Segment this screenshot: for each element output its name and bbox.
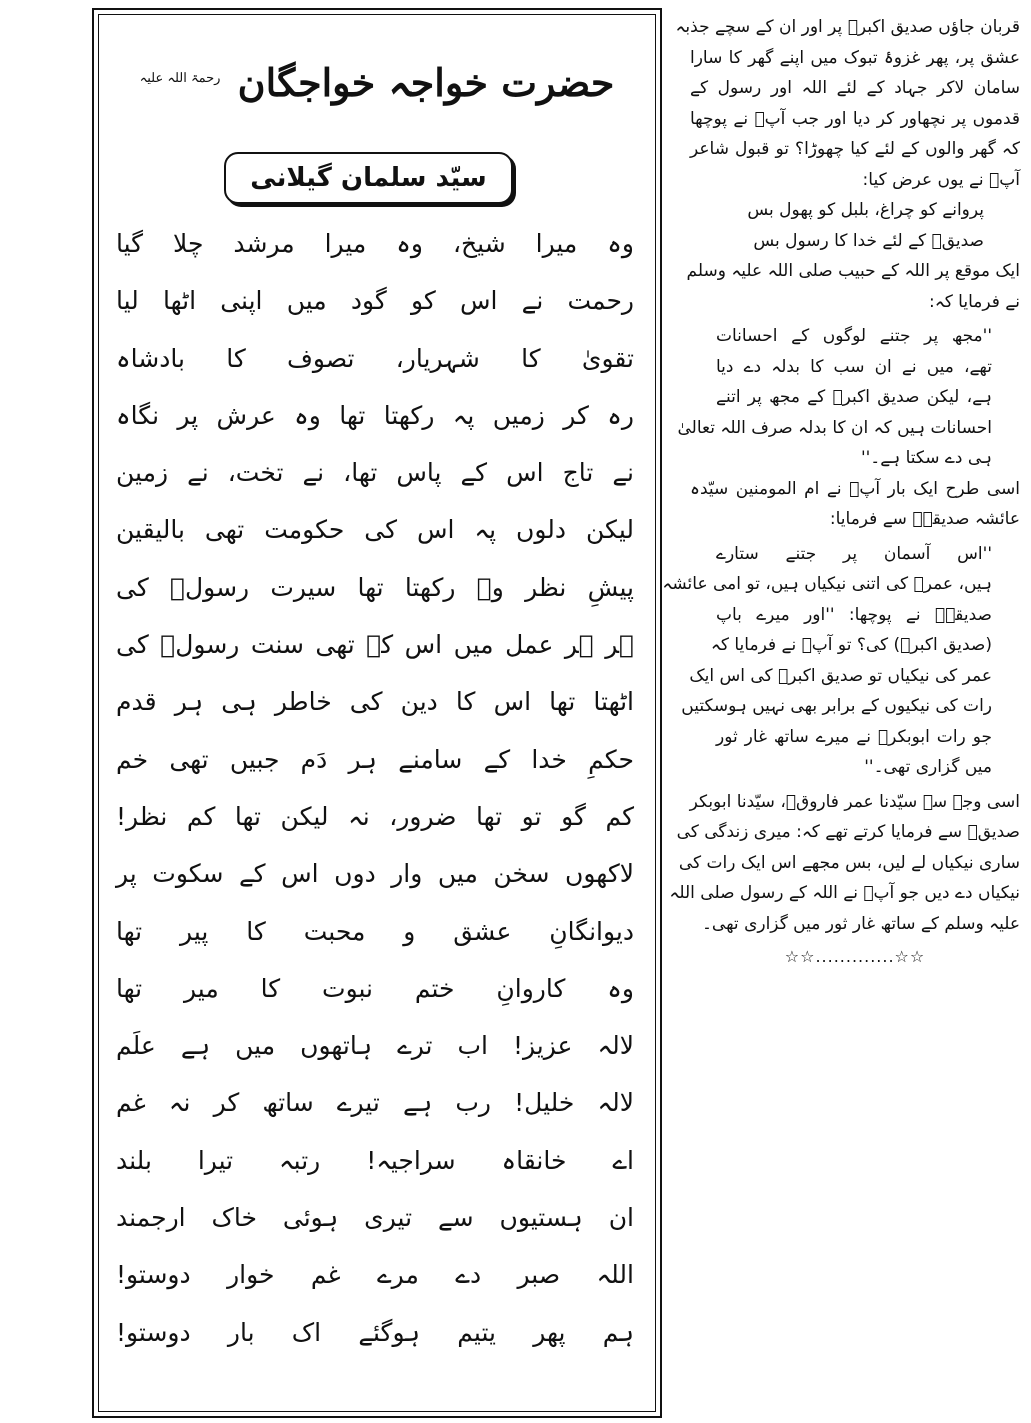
- poem-author: سیّد سلمان گیلانی: [250, 163, 487, 193]
- verse-line: رحمت نے اس کو گود میں اپنی اٹھا لیا: [116, 286, 634, 316]
- verse-line: حکمِ خدا کے سامنے ہر دَم جبیں تھی خم: [116, 744, 634, 774]
- text-line: سامان لاکر جہاد کے لئے اللہ اور رسول کے: [690, 78, 1020, 98]
- verse-line: لیکن دلوں پہ اس کی حکومت تھی بالیقین: [116, 515, 634, 545]
- quote-line: ہے، لیکن صدیق اکبرؓ کے مجھ پر اتنے: [716, 387, 992, 407]
- hadith-quote-2: [662, 539, 992, 783]
- text-line: کہ گھر والوں کے لئے کیا چھوڑا؟ تو قبول شاعر: [690, 139, 1020, 159]
- hadith-quote-1: [677, 321, 992, 474]
- verse-line: اٹھتا تھا اس کا دین کی خاطر ہی ہر قدم: [116, 687, 634, 717]
- quote-line: جو رات ابوبکرؓ نے میرے ساتھ غار ثور: [716, 726, 992, 747]
- quote-line: ہیں، عمرؓ کی اتنی نیکیاں ہیں، تو امی عائشہ: [662, 574, 992, 594]
- text-line: علیہ وسلم کے ساتھ غار ثور میں گزاری تھی۔: [701, 913, 1020, 934]
- article-column: [662, 12, 1020, 966]
- verse-line: پیشِ نظر وہ رکھتا تھا سیرت رسولؐ کی: [116, 572, 634, 602]
- verse-line: نے تاج اس کے پاس تھا، نے تخت، نے زمین: [116, 458, 634, 488]
- section-separator: ☆☆.............☆☆: [784, 947, 926, 966]
- verse-line: لالہ خلیل! رب ہے تیرے ساتھ کر نہ غم: [116, 1088, 634, 1118]
- text-line: قربان جاؤں صدیق اکبرؓ پر اور ان کے سچے جذبہ: [675, 17, 1020, 37]
- verse-line: ہم پھر یتیم ہوگئے اک بار دوستو!: [116, 1317, 634, 1347]
- quote-line: صدیقہؓ نے پوچھا: ''اور میرے باپ: [716, 604, 992, 625]
- text-line: آپؓ نے یوں عرض کیا:: [862, 169, 1020, 190]
- text-line: ساری نیکیاں لے لیں، بس مجھے اس ایک رات کی: [678, 852, 1020, 873]
- verse-line: کم گو تو تھا ضرور، نہ لیکن تھا کم نظر!: [116, 801, 634, 831]
- text-line: صدیقؓ سے فرمایا کرتے تھے کہ: میری زندگی کی: [676, 822, 1020, 842]
- verse-line: وہ کاروانِ ختم نبوت کا میر تھا: [116, 973, 634, 1003]
- quote-line: ''مجھ پر جتنے لوگوں کے احسانات: [716, 326, 992, 346]
- verse-line: ہر ہر عمل میں اس کے تھی سنت رسولؐ کی: [116, 630, 634, 660]
- verse-line: لالہ عزیز! اب ترے ہاتھوں میں ہے علَم: [116, 1031, 634, 1061]
- poem-title-text: حضرت خواجہ خواجگان: [237, 60, 615, 105]
- verse-line: لاکھوں سخن میں وار دوں اس کے سکوت پر: [116, 859, 634, 889]
- verse-line: وہ میرا شیخ، وہ میرا مرشد چلا گیا: [116, 229, 634, 258]
- text-line: اسی طرح ایک بار آپؐ نے ام المومنین سیّدہ: [690, 478, 1020, 499]
- poem-author-badge: [224, 152, 513, 204]
- verse-line: دیوانگانِ عشق و محبت کا پیر تھا: [116, 916, 634, 946]
- quote-line: تھے، میں نے ان سب کا بدلہ دے دیا: [716, 356, 992, 377]
- text-line: عشق پر، پھر غزوۂ تبوک میں اپنے گھر کا سارا: [690, 47, 1020, 68]
- text-line: قدموں پر نچھاور کر دیا اور جب آپؐ نے پوچھا: [690, 108, 1020, 129]
- paragraph-3: [690, 474, 1020, 535]
- verse-line: تقویٰ کا شہریار، تصوف کا بادشاہ: [116, 343, 634, 373]
- quote-line: میں گزاری تھی۔'': [864, 757, 992, 777]
- text-line: ایک موقع پر اللہ کے حبیب صلی اللہ علیہ وسلم: [686, 261, 1020, 281]
- couplet-line: پروانے کو چراغ، بلبل کو پھول بس: [747, 200, 984, 220]
- quote-line: رات کی نیکیوں کے برابر بھی نہیں ہوسکتیں: [681, 696, 992, 716]
- text-line: نیکیاں دے دیں جو آپؓ نے اللہ کے رسول صلی اللہ: [669, 883, 1020, 903]
- paragraph-1: [675, 12, 1020, 195]
- poem-verses: [116, 215, 634, 1361]
- paragraph-4: [669, 787, 1020, 940]
- quote-line: عمر کی نیکیاں تو صدیق اکبرؓ کی اس ایک: [689, 665, 992, 686]
- quote-line: (صدیق اکبرؓ) کی؟ تو آپؐ نے فرمایا کہ: [710, 635, 992, 655]
- poem-box: [92, 8, 662, 1418]
- text-line: اسی وجہ سے سیّدنا عمر فاروقؓ، سیّدنا ابوبکر: [689, 791, 1020, 812]
- couplet: [730, 195, 984, 256]
- couplet-line: صدیقؓ کے لئے خدا کا رسول بس: [753, 230, 984, 251]
- verse-line: ان ہستیوں سے تیری ہوئی خاک ارجمند: [116, 1203, 634, 1233]
- quote-line: ہی دے سکتا ہے۔'': [860, 448, 992, 468]
- quote-line: ''اس آسمان پر جتنے ستارے: [716, 543, 992, 564]
- verse-line: اللہ صبر دے مرے غم خوار دوستو!: [116, 1260, 634, 1290]
- poem-title: [94, 60, 660, 105]
- verse-line: اے خانقاہ سراجیہ! رتبہ تیرا بلند: [116, 1145, 634, 1175]
- paragraph-2: [686, 256, 1020, 317]
- verse-line: رہ کر زمیں پہ رکھتا تھا وہ عرش پر نگاہ: [116, 400, 634, 430]
- text-line: عائشہ صدیقہؓ سے فرمایا:: [829, 509, 1020, 529]
- text-line: نے فرمایا کہ:: [929, 291, 1020, 312]
- poem-title-honorific: رحمۃ اللہ علیہ: [139, 71, 221, 87]
- quote-line: احسانات ہیں کہ ان کا بدلہ صرف اللہ تعالیٰ: [677, 417, 992, 438]
